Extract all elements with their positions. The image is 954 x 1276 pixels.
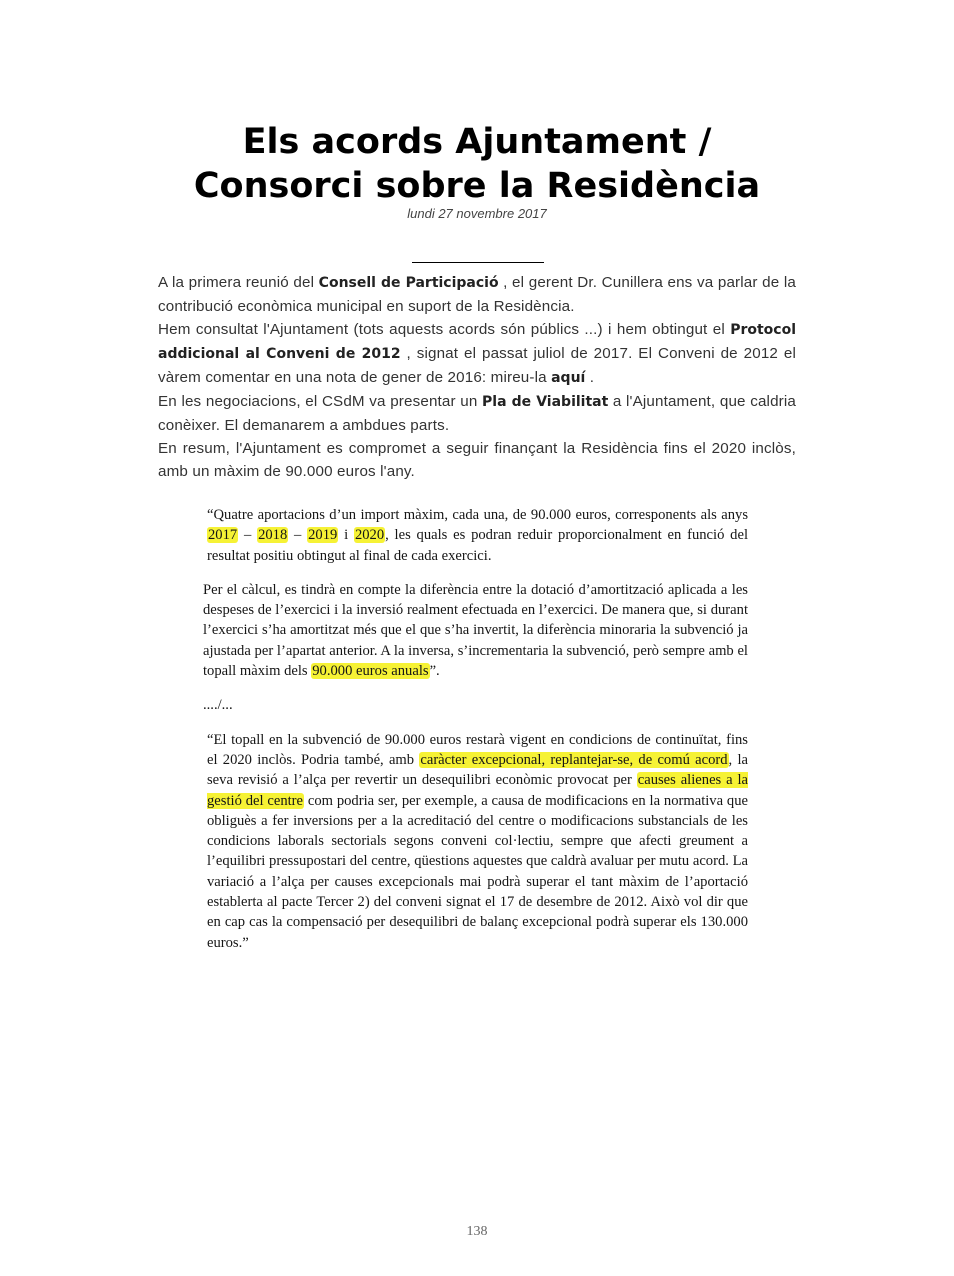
protocol-bold: Protocol addicional al Conveni de 2012 [158,322,796,362]
p2-text-b: , signat el passat juliol de 2017. El Conveni de 2012 el vàrem comentar en una nota de gener de 2016: mireu-la [158,345,797,386]
p2-text-a: Hem consultat l'Ajuntament (tots aquests acords són públics ...) i hem obtingut el [158,321,731,338]
q1-text-b: , les quals es podran reduir proporcionalment en funció del resultat positiu obtingut al final de cada exercici. [207,527,749,564]
p3-text-b: a l'Ajuntament, que caldria conèixer. El demanarem a ambdues parts. [158,393,796,434]
title-line-2: Consorci sobre la Residència [193,166,761,206]
title-divider [412,262,544,263]
p1-text-a: A la primera reunió del [158,274,319,291]
spacer [203,566,748,580]
body-paragraph-4: En resum, l'Ajuntament es compromet a seguir finançant la Residència fins el 2020 inclòs, amb un màxim de 90.000 euros l'any. [158,440,796,480]
highlight-causes-alienes: causes alienes a la gestió del centre [207,772,748,809]
highlight-90000-anuals: 90.000 euros anuals [312,663,429,680]
quote-ellipsis: ..../... [203,697,233,714]
body-paragraph-2 [158,318,796,390]
highlight-2020: 2020 [354,527,385,544]
highlight-caracter-excepcional: caràcter excepcional, replantejar-se, de comú acord [420,751,728,768]
pla-viabilitat-bold: Pla de Viabilitat [482,394,609,410]
consell-participacio-bold: Consell de Participació [318,275,499,291]
quote-paragraph-2 [203,580,748,681]
p3-text-a: En les negociacions, el CSdM va presentar un [158,393,483,410]
q1-text-a: “Quatre aportacions d’un import màxim, cada una, de 90.000 euros, corresponents als anys [207,507,748,523]
aqui-link[interactable]: aquí [551,370,586,386]
spacer [203,716,748,730]
title-line-1: Els acords Ajuntament / [242,122,712,162]
article-date: lundi 27 novembre 2017 [407,206,547,221]
q3-text-b: , la seva revisió a l’alça per revertir un desequilibri econòmic provocat per [207,751,748,789]
p1-text-b: , el gerent Dr. Cunillera ens va parlar de la contribució econòmica municipal en suport de la Residència. [158,274,796,315]
highlight-2018: 2018 [258,527,288,544]
and-word: i [338,527,354,544]
article-title [0,120,954,208]
article-body [158,271,796,483]
p2-text-c: . [585,369,595,386]
quote-paragraph-3 [203,730,748,953]
highlight-2019: 2019 [308,527,338,544]
q3-text-a: “El topall en la subvenció de 90.000 euros restarà vigent en condicions de continuïtat, fins el 2020 inclòs. Podria també, amb [207,731,748,768]
body-paragraph-3 [158,390,796,437]
q2-text-b: ”. [429,663,440,680]
spacer [203,681,748,695]
highlight-2017: 2017 [208,527,238,544]
q3-text-c: com podria ser, per exemple, a causa de modificacions en la normativa que obliguès a fer inversions per a la acreditació del centre o modificacions substancials de les condicions laborals sectorials segons conveni col·lectiu, sempre que afecti greument a l’equilibri pressupostari del centre, qüestions aquestes que caldrà avaluar per mutu acord. La variació a l’alça per causes excepcionals mai podrà superar el tant màxim de l’aportació establerta al pacte Tercer 2) del conveni signat el 17 de desembre de 2012. Això vol dir que en cap cas la compensació per desequilibri de balanç excepcional podrà superar els 130.000 euros.” [207,792,748,951]
page-number: 138 [466,1224,488,1239]
scanned-excerpt [203,505,748,953]
dash-1: – [238,527,258,544]
dash-2: – [288,527,308,544]
q2-text-a: Per el càlcul, es tindrà en compte la diferència entre la dotació d’amortització aplicada a les despeses de l’exercici i la inversió realment efectuada en l’exercici. De manera que, si durant l’exercici s’ha amortitzat més que el que s’ha invertit, la diferència minoraria la subvenció ja ajustada per l’apartat anterior. A la inversa, s’incrementaria la subvenció, però sempre amb el topall màxim dels [203,581,748,680]
quote-paragraph-1 [203,505,748,566]
body-paragraph-1 [158,271,796,318]
